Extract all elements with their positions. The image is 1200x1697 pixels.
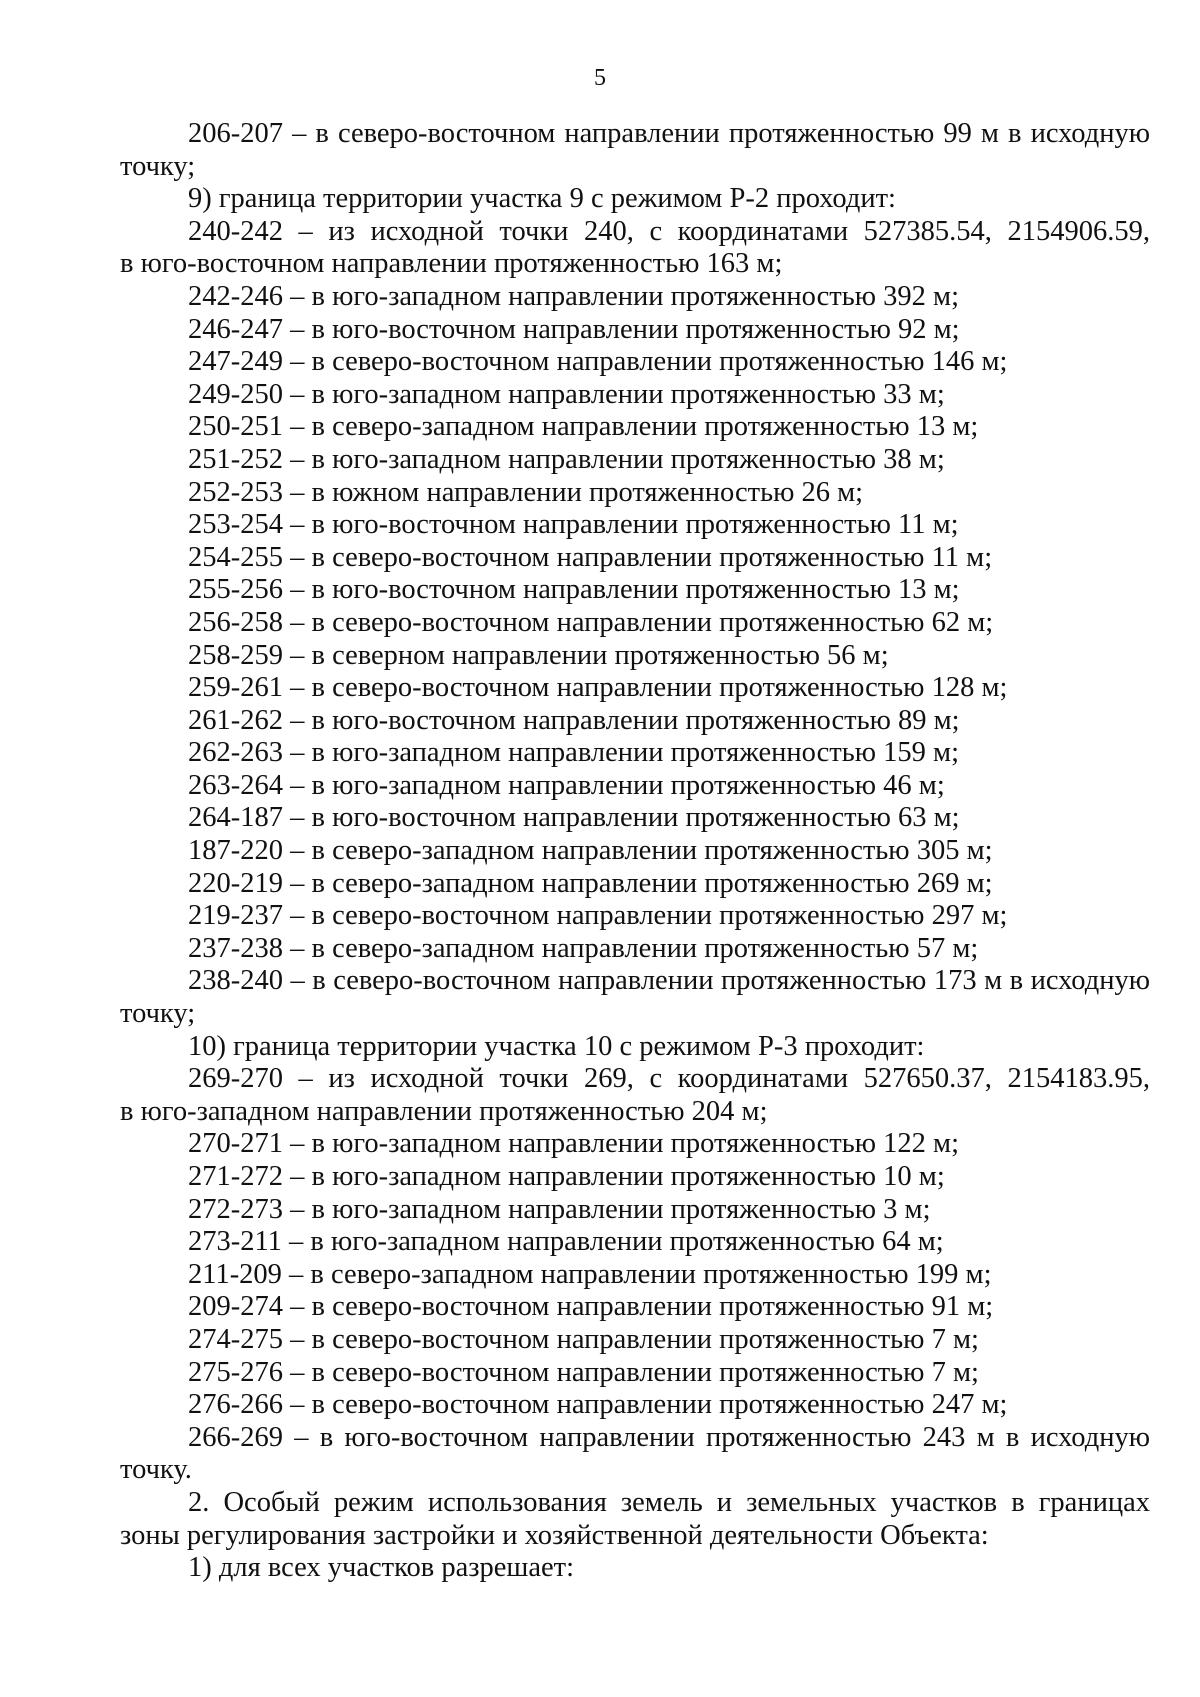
- text-line: 255-256 – в юго-восточном направлении протяженностью 13 м;: [188, 574, 960, 606]
- text-line: 266-269 – в юго-восточном направлении протяженностью 243 м в исходную: [188, 1421, 1150, 1453]
- text-line: 263-264 – в юго-западном направлении протяженностью 46 м;: [188, 769, 945, 801]
- text-line: 206-207 – в северо-восточном направлении протяженностью 99 м в исходную: [188, 118, 1150, 149]
- text-line: 270-271 – в юго-западном направлении протяженностью 122 м;: [188, 1128, 959, 1160]
- text-line: зоны регулирования застройки и хозяйственной деятельности Объекта:: [120, 1519, 989, 1551]
- text-line: 240-242 – из исходной точки 240, с координатами 527385.54, 2154906.59,: [188, 215, 1150, 247]
- text-line: 272-273 – в юго-западном направлении протяженностью 3 м;: [188, 1193, 931, 1225]
- text-line: 271-272 – в юго-западном направлении протяженностью 10 м;: [188, 1161, 945, 1192]
- text-line: 251-252 – в юго-западном направлении протяженностью 38 м;: [188, 443, 945, 475]
- text-line: 246-247 – в юго-восточном направлении протяженностью 92 м;: [188, 313, 960, 345]
- text-line: 259-261 – в северо-восточном направлении протяженностью 128 м;: [188, 672, 1008, 704]
- text-line: 9) граница территории участка 9 с режимом Р-2 проходит:: [188, 183, 896, 215]
- text-line: точку;: [120, 150, 196, 182]
- text-line: 247-249 – в северо-восточном направлении протяженностью 146 м;: [188, 346, 1008, 378]
- text-line: 253-254 – в юго-восточном направлении протяженностью 11 м;: [188, 509, 959, 541]
- text-line: 249-250 – в юго-западном направлении протяженностью 33 м;: [188, 378, 945, 410]
- document-body: [120, 118, 1150, 1585]
- text-line: 220-219 – в северо-западном направлении протяженностью 269 м;: [188, 867, 993, 899]
- text-line: 258-259 – в северном направлении протяженностью 56 м;: [188, 639, 889, 671]
- text-line: 254-255 – в северо-восточном направлении протяженностью 11 м;: [188, 541, 993, 573]
- text-line: точку.: [120, 1454, 192, 1486]
- text-line: 242-246 – в юго-западном направлении протяженностью 392 м;: [188, 280, 959, 312]
- text-line: 211-209 – в северо-западном направлении протяженностью 199 м;: [188, 1258, 992, 1290]
- text-line: 187-220 – в северо-западном направлении протяженностью 305 м;: [188, 835, 993, 867]
- text-line: 264-187 – в юго-восточном направлении протяженностью 63 м;: [188, 802, 960, 834]
- text-line: 276-266 – в северо-восточном направлении протяженностью 247 м;: [188, 1389, 1008, 1421]
- text-line: 252-253 – в южном направлении протяженностью 26 м;: [188, 476, 864, 508]
- text-line: 250-251 – в северо-западном направлении протяженностью 13 м;: [188, 411, 979, 443]
- text-line: точку;: [120, 998, 196, 1030]
- text-line: в юго-восточном направлении протяженностью 163 м;: [120, 248, 783, 280]
- text-line: 238-240 – в северо-восточном направлении протяженностью 173 м в исходную: [188, 965, 1150, 997]
- text-line: 275-276 – в северо-восточном направлении протяженностью 7 м;: [188, 1356, 979, 1388]
- text-line: 1) для всех участков разрешает:: [188, 1552, 575, 1584]
- text-line: 273-211 – в юго-западном направлении протяженностью 64 м;: [188, 1226, 944, 1258]
- text-line: 262-263 – в юго-западном направлении протяженностью 159 м;: [188, 737, 959, 769]
- text-line: 219-237 – в северо-восточном направлении протяженностью 297 м;: [188, 900, 1008, 932]
- text-line: в юго-западном направлении протяженностью 204 м;: [120, 1095, 768, 1127]
- text-line: 237-238 – в северо-западном направлении протяженностью 57 м;: [188, 932, 979, 964]
- text-line: 256-258 – в северо-восточном направлении протяженностью 62 м;: [188, 606, 994, 638]
- text-line: 261-262 – в юго-восточном направлении протяженностью 89 м;: [188, 704, 960, 736]
- text-line: 209-274 – в северо-восточном направлении протяженностью 91 м;: [188, 1291, 994, 1323]
- text-line: 2. Особый режим использования земель и земельных участков в границах: [188, 1486, 1150, 1518]
- page-number: 5: [594, 65, 606, 91]
- text-line: 10) граница территории участка 10 с режимом Р-3 проходит:: [188, 1030, 925, 1062]
- text-line: 274-275 – в северо-восточном направлении протяженностью 7 м;: [188, 1323, 979, 1355]
- text-line: 269-270 – из исходной точки 269, с координатами 527650.37, 2154183.95,: [188, 1063, 1150, 1095]
